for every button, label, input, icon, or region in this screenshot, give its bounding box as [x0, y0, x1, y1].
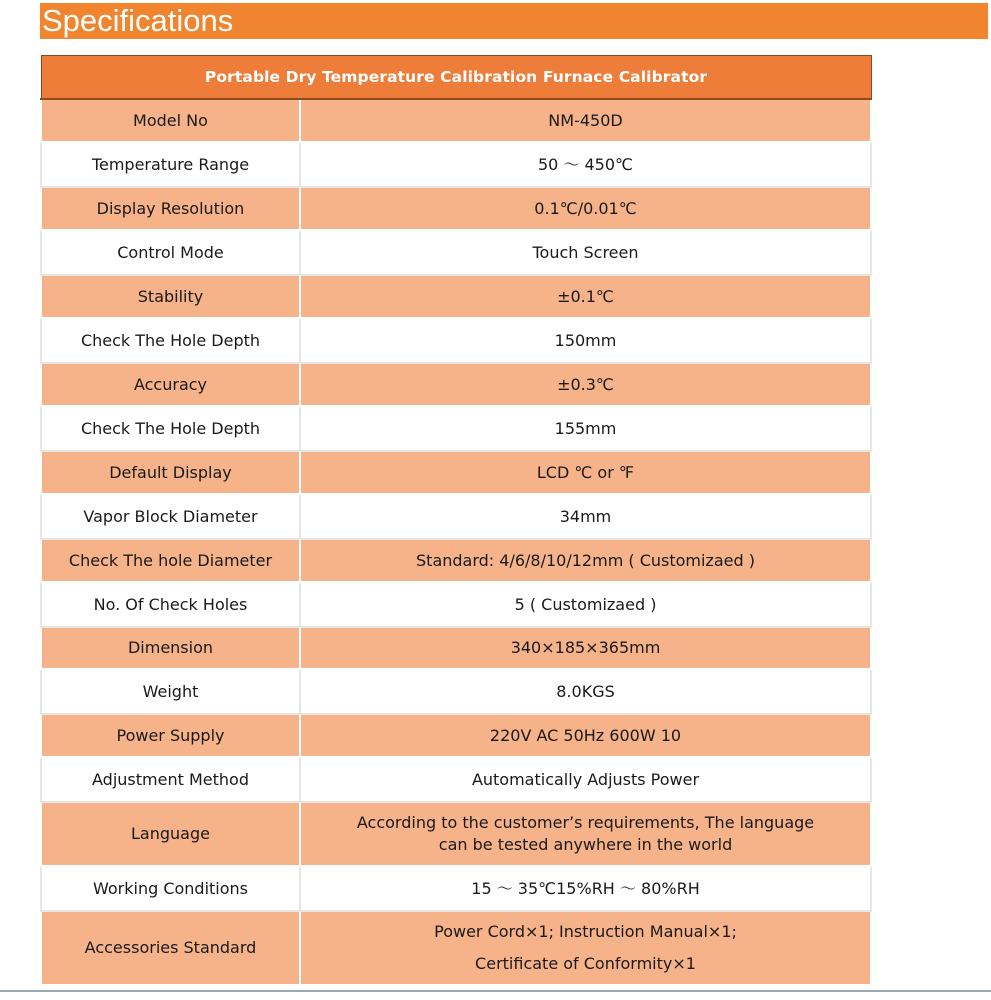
row-value: Automatically Adjusts Power — [300, 757, 871, 802]
row-value: 0.1℃/0.01℃ — [300, 187, 871, 230]
table-row — [41, 142, 871, 187]
row-value: 50 ～ 450℃ — [300, 142, 871, 187]
specifications-banner — [40, 3, 988, 39]
banner-title: Specifications — [42, 3, 234, 38]
row-label: Vapor Block Diameter — [41, 494, 300, 539]
spec-table — [40, 55, 872, 986]
row-value: Standard: 4/6/8/10/12mm ( Customizaed ) — [300, 539, 871, 582]
row-value: ±0.1℃ — [300, 275, 871, 318]
row-label: Stability — [41, 275, 300, 318]
table-row — [41, 230, 871, 275]
table-row — [41, 363, 871, 406]
table-row — [41, 494, 871, 539]
row-value: 220V AC 50Hz 600W 10 — [300, 714, 871, 757]
row-value: 34mm — [300, 494, 871, 539]
table-row — [41, 911, 871, 985]
row-value — [300, 911, 871, 985]
row-label: Language — [41, 802, 300, 866]
row-label: Control Mode — [41, 230, 300, 275]
row-label: Power Supply — [41, 714, 300, 757]
table-row — [41, 99, 871, 142]
row-value: 340×185×365mm — [300, 627, 871, 669]
row-value-line: According to the customer’s requirements, The language — [356, 813, 815, 832]
row-label: Temperature Range — [41, 142, 300, 187]
row-label: Accessories Standard — [41, 911, 300, 985]
row-value-line: Certificate of Conformity×1 — [475, 954, 696, 973]
table-row — [41, 757, 871, 802]
row-label: Check The hole Diameter — [41, 539, 300, 582]
table-row — [41, 406, 871, 451]
table-header-row — [41, 56, 871, 100]
row-label: No. Of Check Holes — [41, 582, 300, 627]
row-value-line: Power Cord×1; Instruction Manual×1; — [434, 922, 737, 941]
row-value: 155mm — [300, 406, 871, 451]
table-title: Portable Dry Temperature Calibration Furnace Calibrator — [41, 56, 871, 100]
row-label: Default Display — [41, 451, 300, 494]
row-label: Accuracy — [41, 363, 300, 406]
row-label: Weight — [41, 669, 300, 714]
row-label: Check The Hole Depth — [41, 406, 300, 451]
table-row — [41, 866, 871, 911]
row-value: 15 ～ 35℃15%RH ～ 80%RH — [300, 866, 871, 911]
row-value — [300, 802, 871, 866]
table-row — [41, 627, 871, 669]
row-value-line: can be tested anywhere in the world — [438, 835, 733, 854]
table-row — [41, 714, 871, 757]
table-row — [41, 582, 871, 627]
table-row — [41, 318, 871, 363]
row-value: 150mm — [300, 318, 871, 363]
table-row — [41, 669, 871, 714]
table-row — [41, 187, 871, 230]
row-label: Model No — [41, 99, 300, 142]
bottom-divider — [0, 990, 991, 992]
table-row — [41, 802, 871, 866]
row-value: 5 ( Customizaed ) — [300, 582, 871, 627]
row-label: Working Conditions — [41, 866, 300, 911]
row-value: LCD ℃ or ℉ — [300, 451, 871, 494]
row-value: NM-450D — [300, 99, 871, 142]
table-row — [41, 451, 871, 494]
row-label: Check The Hole Depth — [41, 318, 300, 363]
row-label: Adjustment Method — [41, 757, 300, 802]
row-value: Touch Screen — [300, 230, 871, 275]
table-row — [41, 275, 871, 318]
row-value: ±0.3℃ — [300, 363, 871, 406]
row-label: Dimension — [41, 627, 300, 669]
row-value: 8.0KGS — [300, 669, 871, 714]
table-row — [41, 539, 871, 582]
row-label: Display Resolution — [41, 187, 300, 230]
